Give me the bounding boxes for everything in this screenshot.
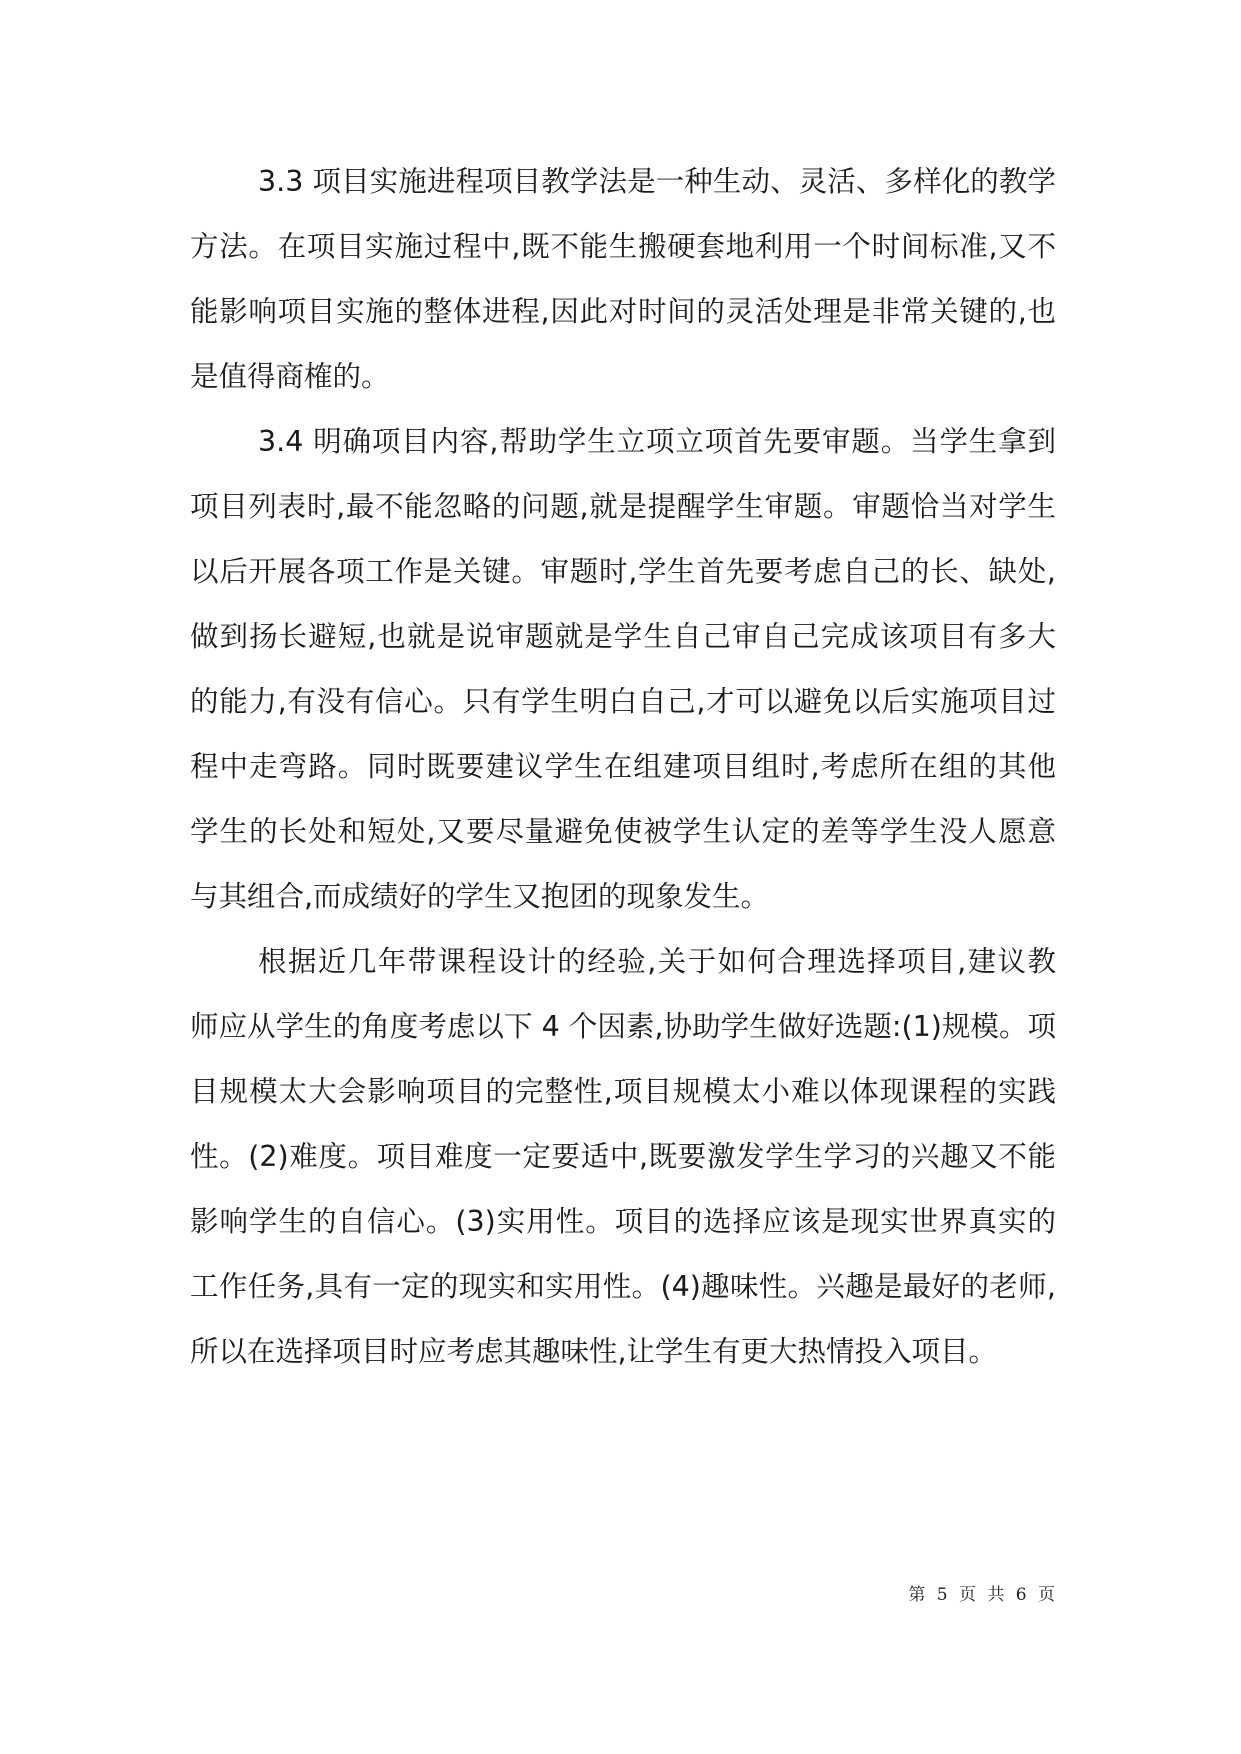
text-line: 3.4 明确项目内容,帮助学生立项立项首先要审题。当学生拿到 [258,425,1056,458]
text-line: 与其组合,而成绩好的学生又抱团的现象发生。 [190,880,770,913]
text-line: 影响学生的自信心。(3)实用性。项目的选择应该是现实世界真实的 [190,1205,1056,1238]
text-line: 根据近几年带课程设计的经验,关于如何合理选择项目,建议教 [258,945,1056,978]
text-line: 学生的长处和短处,又要尽量避免使被学生认定的差等学生没人愿意 [190,815,1056,848]
text-line: 师应从学生的角度考虑以下 4 个因素,协助学生做好选题:(1)规模。项 [190,1010,1056,1043]
text-line: 方法。在项目实施过程中,既不能生搬硬套地利用一个时间标准,又不 [190,230,1056,263]
text-line: 所以在选择项目时应考虑其趣味性,让学生有更大热情投入项目。 [190,1335,998,1368]
text-line: 目规模太大会影响项目的完整性,项目规模太小难以体现课程的实践 [190,1075,1056,1108]
text-line: 以后开展各项工作是关键。审题时,学生首先要考虑自己的长、缺处, [190,555,1056,588]
text-line: 的能力,有没有信心。只有学生明白自己,才可以避免以后实施项目过 [190,685,1056,718]
text-line: 做到扬长避短,也就是说审题就是学生自己审自己完成该项目有多大 [190,620,1056,653]
text-line: 工作任务,具有一定的现实和实用性。(4)趣味性。兴趣是最好的老师, [190,1270,1056,1303]
text-line: 程中走弯路。同时既要建议学生在组建项目组时,考虑所在组的其他 [190,750,1056,783]
text-line: 能影响项目实施的整体进程,因此对时间的灵活处理是非常关键的,也 [190,295,1056,328]
text-line: 3.3 项目实施进程项目教学法是一种生动、灵活、多样化的教学 [258,165,1056,198]
text-line: 项目列表时,最不能忽略的问题,就是提醒学生审题。审题恰当对学生 [190,490,1056,523]
page-number-footer: 第 5 页 共 6 页 [908,1585,1058,1605]
text-line: 是值得商榷的。 [190,360,390,393]
text-line: 性。(2)难度。项目难度一定要适中,既要激发学生学习的兴趣又不能 [190,1140,1056,1173]
